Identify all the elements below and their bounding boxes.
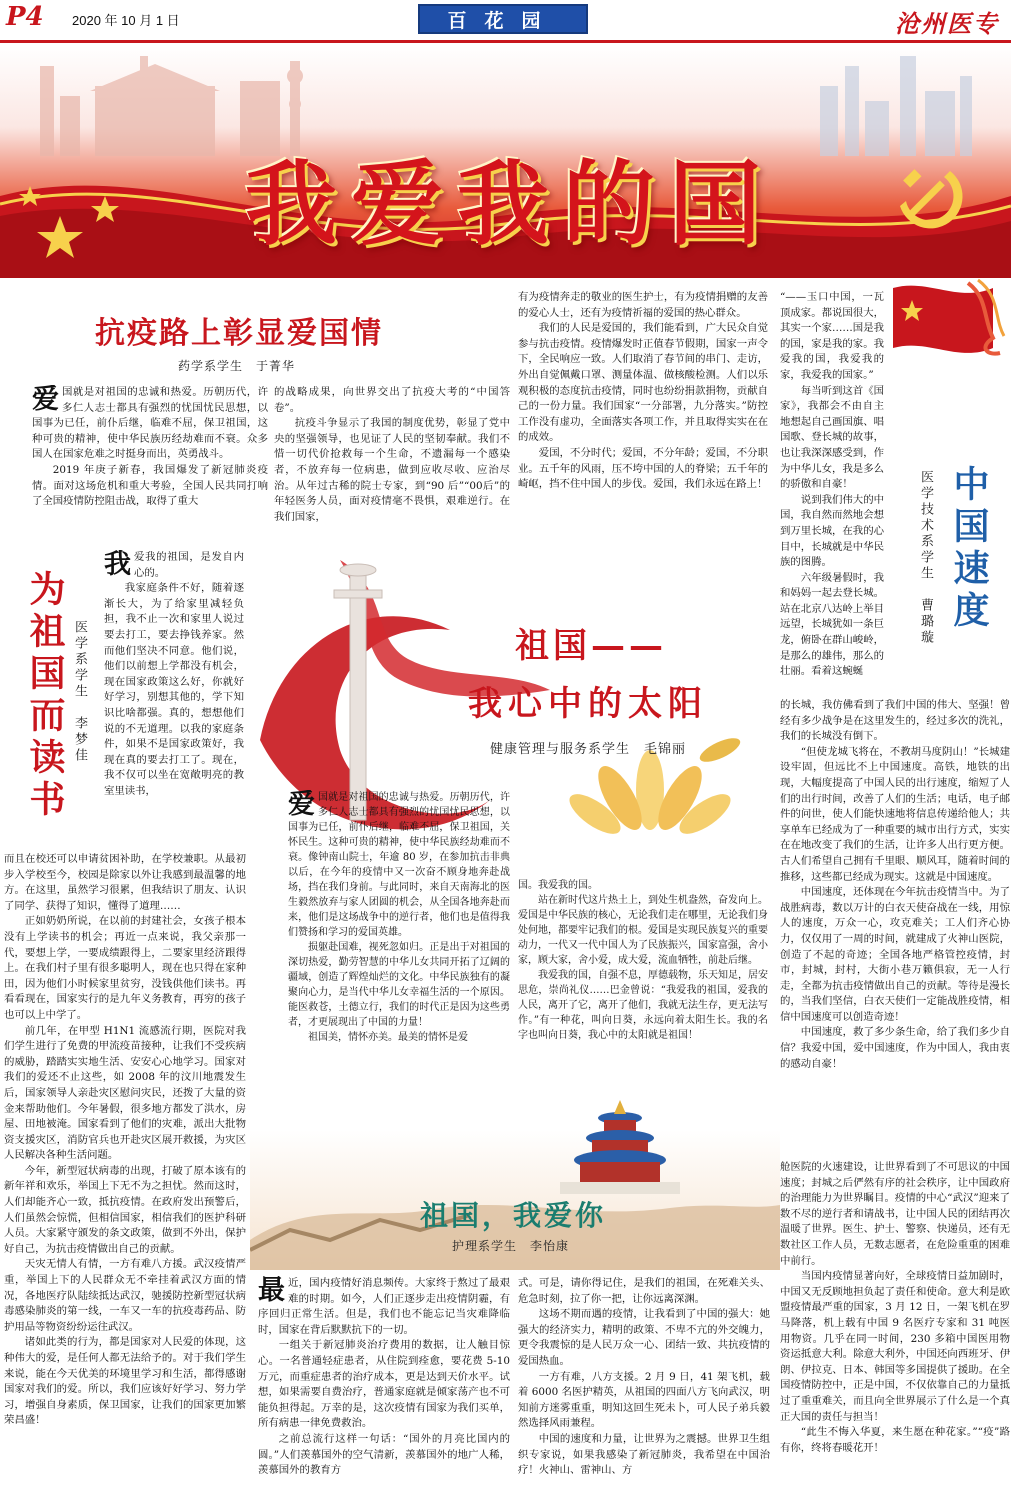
article4-col1 <box>288 790 510 1100</box>
paragraph: 中国的速度和力量，让世界为之震撼。世界卫生组织专家说，如果我感染了新冠肺炎，我希望在中国治疗！火神山、雷神山、方 <box>518 1432 770 1477</box>
paragraph: 抗疫斗争显示了我国的制度优势，彰显了党中央的坚强领导，也见证了人民的坚韧奉献。我们不惜一切代价抢救每一个生命，不遗漏每一个感染者，不放弃每一位病患，做到应收尽收、应治尽治。从年过古稀的院士专家，到“90 后”“00后”的年轻医务人员，面对疫情毫不畏惧，艰难逆行。在我们国家， <box>274 417 510 523</box>
paragraph: “此生不悔入华夏，来生愿在种花家。”“疫”路有你，终将春暖花开！ <box>780 1426 1010 1454</box>
article5-col3 <box>780 1160 1010 1506</box>
paragraph: 国就是对祖国的忠诚与热爱。历朝历代，许多仁人志士都具有强烈的忧国忧民思想，以国事为已任，前仆后继，临难不屈，保卫祖国，关怀民生。这种可贵的精神，使中华民族经劫难而不衰。像钟南山院士，年逾 80 岁，在参加抗击非典以后，在今年的疫情中又一次奋不顾身地奔赴战场，挡在我们身前。与此同时，来自天南海北的医生毅然放弃与家人团圆的机会，从全国各地奔赴而来，他们是这场战争中的逆行者，他们也是值得我们赞扬和学习的爱国英雄。 <box>288 792 510 938</box>
paragraph: 我家庭条件不好，随着逐渐长大，为了给家里减轻负担，我不止一次和家里人说过要去打工，要去挣钱养家。然而他们坚决不同意。他们说，他们以前想上学都没有机会，现在国家政策这么好，你就好好学习，别想其他的，学下知识比啥都强。真的，想想他们说的不无道理。以我的家庭条件，如果不是国家政策好，我现在真的要去打工了。现在，我不仅可以坐在宽敞明亮的教室里读书， <box>104 582 244 797</box>
article1-col3 <box>518 290 768 535</box>
article2-title: 为祖国而读书 <box>24 570 66 822</box>
dropcap: 最 <box>258 1276 285 1306</box>
article1-title: 抗疫路上彰显爱国情 <box>95 316 383 351</box>
dropcap: 爱 <box>288 790 315 820</box>
paragraph: 爱国，不分时代；爱国，不分年龄；爱国，不分职业。五千年的风雨，压不垮中国的人的脊梁；五千年的崎岖，挡不住中国人的步伐。爱国，我们永远在路上！ <box>518 446 768 491</box>
paragraph: 当国内疫情显著向好，全球疫情日益加剧时，中国又无反顾地担负起了责任和使命。意大利是欧盟疫情最严重的国家，3 月 12 日，一架飞机在罗马降落，机上载有中国 9 名医疗专家和 31 吨医用物资。几乎在同一时间，230 多箱中国医用物资运抵意大利。除意大利外，中国还向西班牙、伊朗、伊拉克、日本、韩国等多国提供了援助。在全国疫情防控中，正是中国，不仅依靠自己的力量抵过了重重难关，而且向全世界展示了什么是一个真正大国的责任与担当！ <box>780 1270 1010 1423</box>
article3-byline: 医学技术系学生 曹璐璇 <box>918 470 933 646</box>
paragraph: 诸如此类的行为，都是国家对人民爱的体现，这种伟大的爱，是任何人都无法给予的。对于我们学生来说，能在今天优美的环境里学习和生活，都得感谢国家对我们的爱。所以，我们应该好好学习、努力学习，增强自身素质，保卫国家，让我们的国家更加繁荣昌盛！ <box>4 1336 246 1427</box>
paragraph: 2019 年庚子新春，我国爆发了新冠肺炎疫情。面对这场危机和重大考验，全国人民共同打响了全国疫情防控阻击战，取得了重大 <box>32 463 268 508</box>
article3-title: 中国速度 <box>948 465 990 633</box>
paragraph: 舱医院的火速建设，让世界看到了不可思议的中国速度；封城之后俨然有序的社会秩序，让中国政府的治理能力为世界瞩目。疫情的中心“武汉”迎来了数不尽的逆行者和请战书，让中国人民的团结再次温暖了世界。医生、护士、警察、快递员，还有无数社区工作人员，无数志愿者，在危险重重的困难中前行。 <box>780 1161 1010 1267</box>
paragraph: 天灾无情人有情，一方有难八方援。武汉疫情严重，举国上下的人民群众无不牵挂着武汉方面的情况，各地医疗队陆续抵达武汉，驰援防控新型冠状病毒感染肺炎的第一线，一车又一车的抗疫毒药品、防护用品等物资纷纷运往武汉。 <box>4 1258 246 1333</box>
paragraph: 前几年，在甲型 H1N1 流感流行期，医院对我们学生进行了免费的甲流疫苗接种，让我们不受疾病的威胁，踏踏实实地生活、安安心心地学习。国家对我们的爱还不止这些，如 2008 年的汶川地震发生后，国家领导人亲赴灾区慰问灾民，还拨了大量的资金来帮助他们。今年暑假，很多地方都发了洪水，房屋、田地被淹。国家看到了他们的灾难，派出大批物资支援灾区，消防官兵也开赴灾区展开救援，为灾区人民解决各种生活问题。 <box>4 1024 246 1162</box>
paragraph: “——玉口中国，一瓦顶成家。都说国很大，其实一个家……国是我的国，家是我的家。我爱我的国，我爱我的家，我爱我的国家。” <box>780 291 884 381</box>
article5-byline: 护理系学生 李怡康 <box>452 1239 570 1253</box>
paragraph: 之前总流行这样一句话：“国外的月亮比国内的圆。”人们羡慕国外的空气清新，羡慕国外的地广人稀，羡慕国外的教育方 <box>258 1432 510 1477</box>
article5-title: 祖国，我爱你 <box>420 1199 607 1232</box>
paragraph: 中国速度，救了多少条生命，给了我们多少自信？我爱中国，爱中国速度，作为中国人，我由衷的感动自豪！ <box>780 1026 1010 1070</box>
masthead-rule <box>0 40 1011 43</box>
paragraph: 近，国内疫情好消息频传。大家终于熬过了最艰难的时期。如今，人们正逐步走出疫情阴霾，有序回归正常生活。但是，我们也不能忘记当灾难降临时，国家在背后默默抗下的一切。 <box>258 1277 510 1336</box>
flag-profile-illustration <box>888 278 1006 358</box>
paragraph: 损躯赴国难，视死忽如归。正是出于对祖国的深切热爱，勤劳智慧的中华儿女共同开拓了辽阔的疆域，创造了辉煌灿烂的文化。中华民族独有的凝聚向心力，是当代中华儿女幸福生活的一个原因。能医救苍，土德立行，我们的时代正是因为这些勇者，才更展现出了中国的力量！ <box>288 942 510 1028</box>
article2-byline: 医学系学生 李梦佳 <box>72 620 87 764</box>
paragraph: 一方有难，八方支援。2 月 9 日，41 架飞机，载着 6000 名医护精英，从祖国的四面八方飞向武汉，明知前方迷雾重重，明知这回生死未卜，可人民子弟兵毅然选择风雨兼程。 <box>518 1370 770 1430</box>
paragraph: 祖国美，情怀亦美。最美的情怀是爱 <box>308 1032 468 1043</box>
paragraph: 我们的人民是爱国的，我们能看到，广大民众自觉参与抗击疫情。疫情爆发时正值春节假期，国家一声令下，全民响应一致。人们取消了春节间的串门、走访，外出自觉佩戴口罩、测量体温、做核酸检测。人们以乐观积极的态度抗击疫情，同时也纷纷捐款捐物，贡献自己的一份力量。我们国家“一分部署，九分落实。”防控工作没有虚功，全面落实各项工作，并且取得实实在在的成效。 <box>518 322 768 444</box>
article2-wide <box>4 852 246 1502</box>
article1-col1 <box>32 385 268 545</box>
page-number: P4 <box>6 2 44 32</box>
paragraph: 而且在校还可以申请贫困补助，在学校兼职。从最初步入学校至今，校园是除家以外让我感到最温馨的地方。在这里，虽然学习很累，但我结识了朋友、认识了同学、获得了知识，懂得了道理…… <box>4 853 246 912</box>
article1-col2 <box>274 385 510 545</box>
dropcap: 爱 <box>32 385 59 415</box>
paragraph: 说到我们伟大的中国，我自然而然地会想到万里长城，在我的心目中，长城就是中华民族的图腾。 <box>780 493 884 569</box>
paragraph: 中国速度，还体现在今年抗击疫情当中。为了战胜病毒，数以万计的白衣天使奋战在一线，用惊人的速度，万众一心，攻克难关；工人们齐心协力，仅仅用了一周的时间，就建成了火神山医院，创造了不起的奇迹；全国各地严格管控疫情，封市，封城，封村，大街小巷万籁俱寂，无一人行走，全都为抗击疫情做出自己的贡献。等待是漫长的，当我们坚信，白衣天使们一定能战胜疫情，相信中国速度可以创造奇迹！ <box>780 886 1010 1023</box>
section-title: 百花园 <box>418 4 588 34</box>
paragraph: 爱我的祖国，是发自内心的。 <box>134 551 244 579</box>
article4-byline: 健康管理与服务系学生 毛锦丽 <box>490 742 687 757</box>
paragraph: 站在新时代这片热土上，到处生机盎然，奋发向上。爱国是中华民族的核心，无论我们走在哪里，无论我们身处何地，都要牢记我们的根。爱国是实现民族复兴的重要动力，一代又一代中国人为了民族振兴，国家富强，舍小家，顾大家，舍小爱，成大爱，流血牺牲，前赴后继。 <box>518 895 768 966</box>
issue-date: 2020 年 10 月 1 日 <box>72 13 180 28</box>
paragraph: 一组关于新冠肺炎治疗费用的数据，让人触目惊心。一名普通轻症患者，从住院到痊愈，要花费 5-10 万元，而重症患者的治疗成本，更是达到天价水平。试想，如果需要自费治疗，普通家庭就是倾家荡产也不可能负担得起。万幸的是，这次疫情有国家为我们买单，所有病患一律免费救治。 <box>258 1339 510 1430</box>
article1-byline: 药学系学生 于菁华 <box>178 359 296 373</box>
article4-col2 <box>518 878 768 1098</box>
paragraph: 有为疫情奔走的敬业的医生护士，有为疫情捐赠的友善的爱心人士，还有为疫情祈福的爱国的热心群众。 <box>518 291 768 319</box>
banner-title: 我爱我的国 <box>244 150 775 258</box>
paragraph: 这场不期而遇的疫情，让我看到了中国的强大：她强大的经济实力，精明的政策、不卑不亢的外交魄力，更令我震惊的是人民万众一心、团结一致、共抗疫情的爱国热血。 <box>518 1308 770 1367</box>
newspaper-name: 沧州医专 <box>895 9 999 38</box>
article4-title-line1: 祖国—— <box>515 626 667 666</box>
paragraph: 六年级暑假时，我和妈妈一起去登长城。站在北京八达岭上举目远望，长城犹如一条巨龙，俯卧在群山峻岭，是那么的雄伟，那么的壮丽。看着这蜿蜒 <box>780 571 884 678</box>
paragraph: 今年，新型冠状病毒的出现，打破了原本该有的新年祥和欢乐，举国上下无不为之担忧。然而这时，人们却能齐心一致，抵抗疫情。在政府发出预警后，人们虽然会惊慌，但相信国家，相信我们的医护科研人员。大家紧守颁发的条文政策，做到不外出，保护好自己，为抗击疫情做出自己的贡献。 <box>4 1164 246 1255</box>
paragraph: 国。我爱我的国。 <box>518 880 598 891</box>
article5-col1 <box>258 1276 510 1506</box>
article3-narrow <box>780 290 884 698</box>
paragraph: 我爱我的国，自强不息，厚德载物，乐天知足，居安思危，崇尚礼仪……巴金曾说：“我爱我的祖国，爱我的人民，离开了它，离开了他们，我就无法生存，更无法写作。”有一种花，叫向日葵，永远向着太阳生长。我的名字也叫向日葵，我心中的太阳就是祖国！ <box>518 970 768 1041</box>
paragraph: 正如奶奶所说，在以前的封建社会，女孩子根本没有上学读书的机会；再近一点来说，我父亲那一代，要想上学，一要成绩跟得上，二要家里经济跟得上。在我们村子里有很多聪明人，现在也只得在家种田，因为他们小时候家里贫穷，没钱供他们读书。再看看现在，国家实行的是九年义务教育，再穷的孩子也可以上中学了。 <box>4 915 246 1021</box>
paragraph: “但使龙城飞将在，不教胡马度阴山！”长城建设牢固，但远比不上中国速度。高铁，地铁的出现，大幅度提高了中国人民的出行速度，缩短了人们的出行时间，改善了人们的生活；电话，电子邮件的问世，使人们能快速地将信息传递给他人；共享单车已经成为了一种重要的城市出行方式，实实在在地改变了我们的生活，让许多人出行更方便。古人们希望自己拥有千里眼、顺风耳，随着时间的推移，这些都已经成为现实。这就是中国速度。 <box>780 745 1010 883</box>
paragraph: 国就是对祖国的忠诚和热爱。历朝历代，许多仁人志士都具有强烈的忧国忧民思想，以国事为已任，前仆后继，临难不屈，保卫祖国，这种可贵的精神，使中华民族历经劫难而不衰。众多国人在国家危难之时挺身而出，英勇战斗。 <box>32 386 268 461</box>
dropcap: 我 <box>104 550 131 580</box>
article3-wide <box>780 698 1010 1150</box>
paragraph: 的战略成果，向世界交出了抗疫大考的“中国答卷”。 <box>274 386 510 414</box>
paragraph: 式。可是，请你得记住，是我们的祖国，在死难关头、危急时刻，拉了你一把，让你远离深渊。 <box>518 1277 770 1305</box>
article4-title-line2: 我心中的太阳 <box>468 684 708 724</box>
paragraph: 每当听到这首《国家》，我都会不由自主地想起自己画国旗、唱国歌、登长城的故事，也让我深深感受到，作为中华儿女，我是多么的骄傲和自豪！ <box>780 384 884 491</box>
banner <box>0 46 1011 278</box>
paragraph: 的长城，我仿佛看到了我们中国的伟大、坚强！曾经有多少战争是在这里发生的，经过多次的洗礼，我们的长城没有倒下。 <box>780 699 1010 743</box>
article5-col2 <box>518 1276 770 1506</box>
article2-col <box>104 550 244 850</box>
